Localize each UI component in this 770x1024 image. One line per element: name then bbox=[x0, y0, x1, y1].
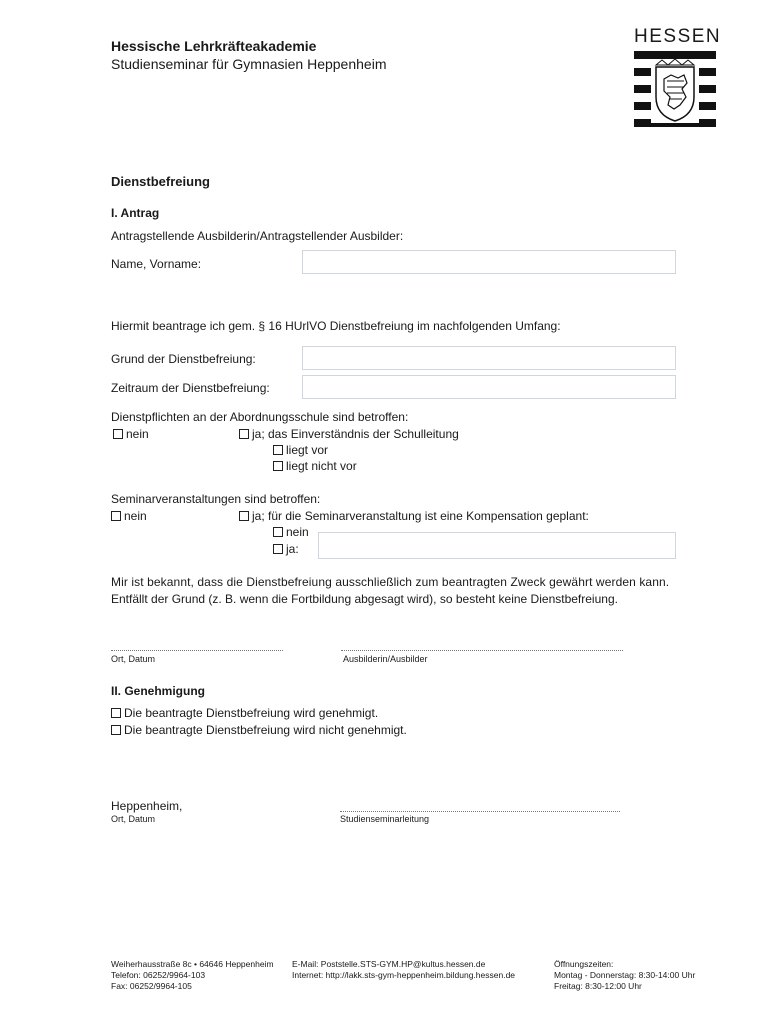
approved-label: Die beantragte Dienstbefreiung wird genehmigt. bbox=[124, 706, 379, 720]
checkbox-icon[interactable] bbox=[111, 725, 121, 735]
footer-address bbox=[111, 959, 274, 992]
signature-caption-place-date: Ort, Datum bbox=[111, 654, 156, 664]
consent-not-given-option[interactable] bbox=[273, 459, 357, 473]
name-label: Name, Vorname: bbox=[111, 257, 202, 271]
signature-caption-seminar-lead: Studienseminarleitung bbox=[340, 814, 430, 824]
section-heading-application: I. Antrag bbox=[111, 206, 160, 220]
consent-given-label: liegt vor bbox=[286, 443, 329, 457]
hessen-coat-of-arms-icon bbox=[634, 51, 716, 129]
compensation-no-option[interactable] bbox=[273, 525, 309, 539]
approval-place: Heppenheim, bbox=[111, 799, 183, 813]
seminar-yes-option[interactable] bbox=[239, 509, 589, 523]
logo-text: HESSEN bbox=[634, 26, 722, 47]
consent-not-given-label: liegt nicht vor bbox=[286, 459, 357, 473]
footer-fax-line: Fax: 06252/9964-105 bbox=[111, 981, 192, 991]
compensation-input[interactable] bbox=[318, 532, 676, 559]
footer-hours-title: Öffnungszeiten: bbox=[554, 959, 614, 969]
checkbox-icon[interactable] bbox=[111, 511, 121, 521]
not-approved-label: Die beantragte Dienstbefreiung wird nicht genehmigt. bbox=[124, 723, 407, 737]
request-intro: Hiermit beantrage ich gem. § 16 HUrlVO Dienstbefreiung im nachfolgenden Umfang: bbox=[111, 319, 561, 333]
signature-line-seminar-lead bbox=[340, 811, 620, 812]
compensation-yes-option[interactable] bbox=[273, 542, 299, 556]
signature-caption-trainer: Ausbilderin/Ausbilder bbox=[343, 654, 428, 664]
compensation-no-label: nein bbox=[286, 525, 309, 539]
seminar-no-label: nein bbox=[124, 509, 147, 523]
signature-line-place-date bbox=[111, 650, 283, 651]
footer-contact bbox=[292, 959, 515, 981]
duties-yes-option[interactable] bbox=[239, 427, 459, 441]
checkbox-icon[interactable] bbox=[111, 708, 121, 718]
footer-hours-fri: Freitag: 8:30-12:00 Uhr bbox=[554, 981, 642, 991]
period-label: Zeitraum der Dienstbefreiung: bbox=[111, 381, 270, 395]
duties-label: Dienstpflichten an der Abordnungsschule sind betroffen: bbox=[111, 410, 409, 424]
checkbox-icon[interactable] bbox=[273, 544, 283, 554]
signature-line-trainer bbox=[341, 650, 623, 651]
notice-line-1: Mir ist bekannt, dass die Dienstbefreiung ausschließlich zum beantragten Zweck gewährt werden kann. bbox=[111, 575, 670, 589]
checkbox-icon[interactable] bbox=[113, 429, 123, 439]
footer-hours-mon-thu: Montag - Donnerstag: 8:30-14:00 Uhr bbox=[554, 970, 696, 980]
reason-input[interactable] bbox=[302, 346, 676, 370]
name-input[interactable] bbox=[302, 250, 676, 274]
period-input[interactable] bbox=[302, 375, 676, 399]
organization-subtitle: Studienseminar für Gymnasien Heppenheim bbox=[111, 56, 387, 72]
seminar-label: Seminarveranstaltungen sind betroffen: bbox=[111, 492, 321, 506]
seminar-no-option[interactable] bbox=[111, 509, 147, 523]
footer-opening-hours bbox=[554, 959, 695, 992]
checkbox-icon[interactable] bbox=[239, 429, 249, 439]
form-title: Dienstbefreiung bbox=[111, 174, 210, 189]
notice-line-2: Entfällt der Grund (z. B. wenn die Fortbildung abgesagt wird), so besteht keine Dienstbefreiung. bbox=[111, 592, 618, 606]
approval-caption-place-date: Ort, Datum bbox=[111, 814, 156, 824]
footer-address-line: Weiherhausstraße 8c • 64646 Heppenheim bbox=[111, 959, 274, 969]
organization-name: Hessische Lehrkräfteakademie bbox=[111, 38, 317, 54]
not-approved-option[interactable] bbox=[111, 723, 407, 737]
applicant-label: Antragstellende Ausbilderin/Antragstellender Ausbilder: bbox=[111, 229, 404, 243]
reason-label: Grund der Dienstbefreiung: bbox=[111, 352, 256, 366]
checkbox-icon[interactable] bbox=[273, 527, 283, 537]
consent-given-option[interactable] bbox=[273, 443, 328, 457]
footer-phone-line: Telefon: 06252/9964-103 bbox=[111, 970, 206, 980]
duties-yes-label: ja; das Einverständnis der Schulleitung bbox=[252, 427, 459, 441]
seminar-yes-label: ja; für die Seminarveranstaltung ist eine Kompensation geplant: bbox=[252, 509, 589, 523]
section-heading-approval: II. Genehmigung bbox=[111, 684, 206, 698]
duties-no-label: nein bbox=[126, 427, 149, 441]
footer-web-line: Internet: http://lakk.sts-gym-heppenheim.bildung.hessen.de bbox=[292, 970, 516, 980]
checkbox-icon[interactable] bbox=[239, 511, 249, 521]
footer-email-line: E-Mail: Poststelle.STS-GYM.HP@kultus.hessen.de bbox=[292, 959, 486, 969]
checkbox-icon[interactable] bbox=[273, 445, 283, 455]
approved-option[interactable] bbox=[111, 706, 378, 720]
duties-no-option[interactable] bbox=[113, 427, 149, 441]
compensation-yes-label: ja: bbox=[286, 542, 299, 556]
checkbox-icon[interactable] bbox=[273, 461, 283, 471]
